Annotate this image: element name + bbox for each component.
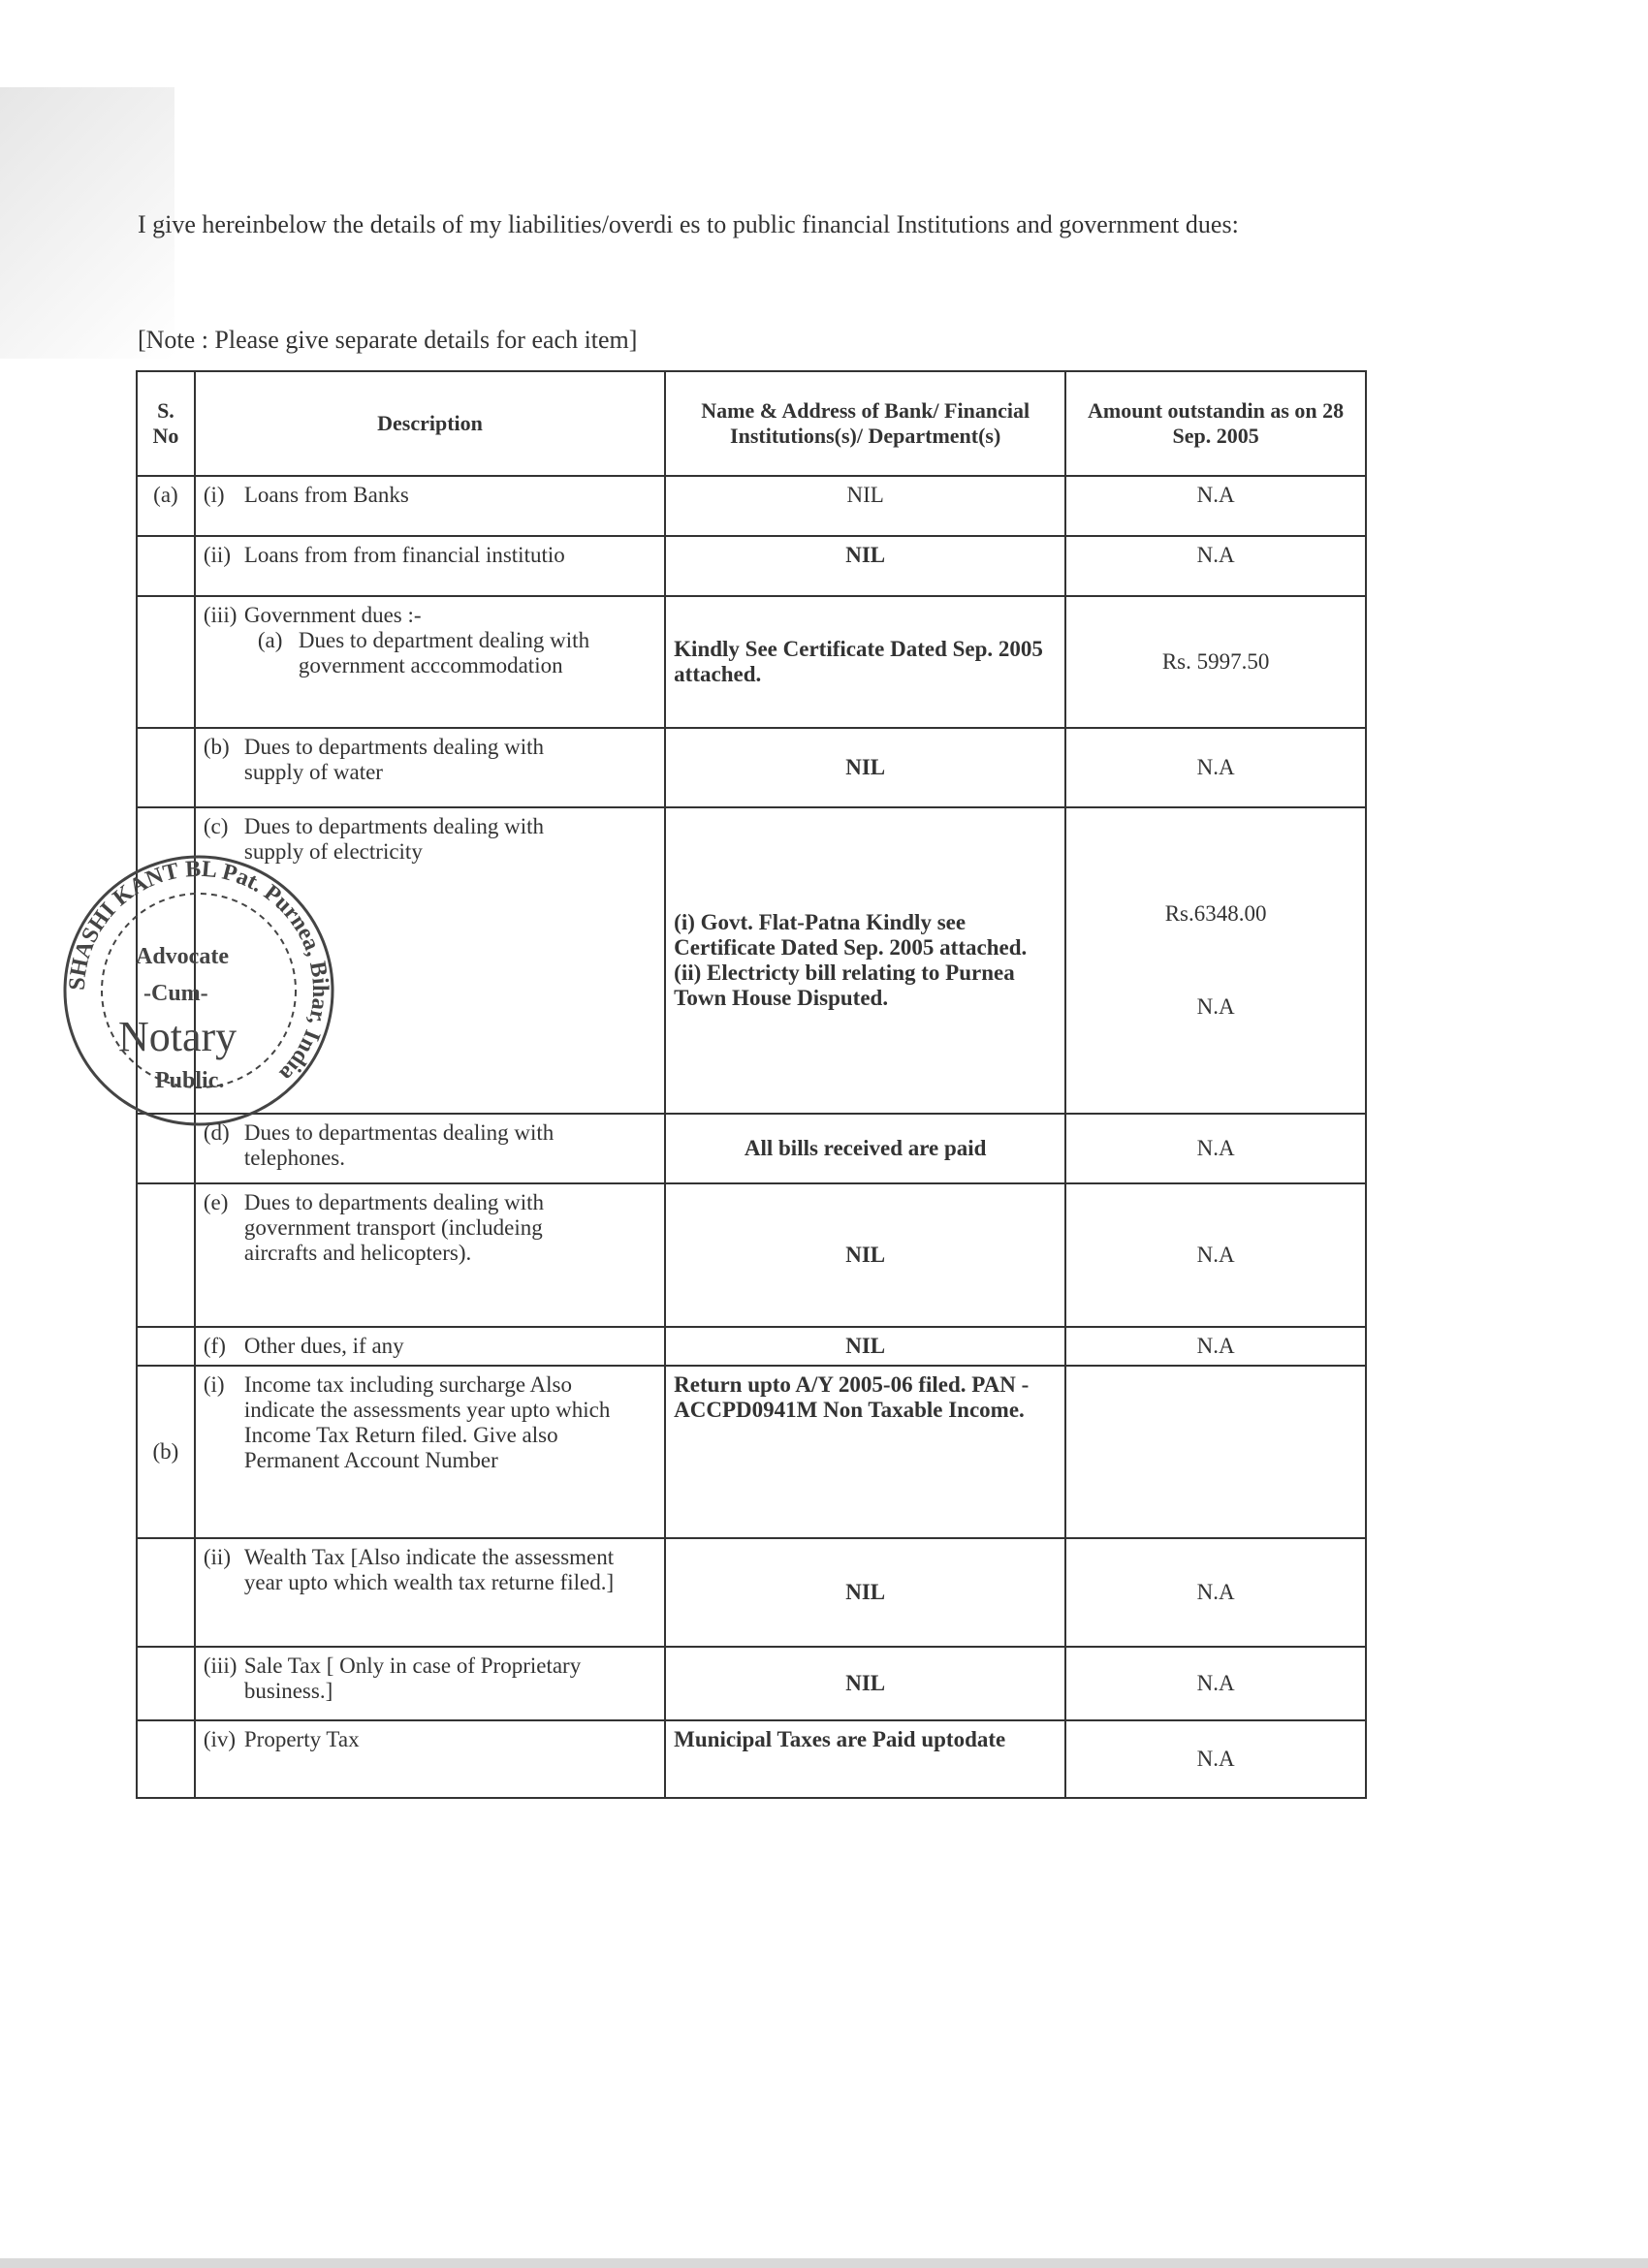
row-amount-ii: N.A (1196, 994, 1235, 1019)
row-bank: Return upto A/Y 2005-06 filed. PAN - ACCPD0941M Non Taxable Income. (665, 1366, 1065, 1538)
row-amount: N.A (1065, 1720, 1366, 1798)
header-amount: Amount outstandin as on 28 Sep. 2005 (1065, 371, 1366, 476)
stamp-line-1: Advocate (136, 944, 229, 969)
header-description: Description (195, 371, 665, 476)
row-sno (137, 1720, 195, 1798)
row-description: (f) Other dues, if any (195, 1327, 665, 1366)
row-description: (iii) Sale Tax [ Only in case of Proprietary business.] (195, 1647, 665, 1720)
stamp-ring-text: SHASHI KANT BL Pat. Purnea, Bihar, India (64, 856, 333, 1087)
table-row (137, 1538, 1366, 1647)
row-amount: Rs. 5997.50 (1065, 596, 1366, 728)
row-sno (137, 596, 195, 728)
row-amount (1065, 1366, 1366, 1538)
row-amount: N.A (1065, 1327, 1366, 1366)
row-amount: N.A (1065, 1114, 1366, 1183)
row-bank: NIL (665, 476, 1065, 536)
row-description: (b) Dues to departments dealing with supply of water (195, 728, 665, 807)
row-sno (137, 1183, 195, 1327)
table-row (137, 536, 1366, 596)
row-sno (137, 536, 195, 596)
table-row (137, 596, 1366, 728)
stamp-line-2: -Cum- (143, 981, 208, 1006)
intro-paragraph: I give hereinbelow the details of my liabilities/overdi es to public financial Institutions and government dues: (138, 210, 1239, 238)
row-sno (137, 1647, 195, 1720)
note-text: [Note : Please give separate details for each item] (138, 326, 638, 354)
row-amount: N.A (1065, 1647, 1366, 1720)
row-description: (c) Dues to departments dealing with supply of electricity (195, 807, 665, 1114)
header-sno: S. No (137, 371, 195, 476)
row-bank: All bills received are paid (665, 1114, 1065, 1183)
row-description: (ii) Loans from from financial institutio (195, 536, 665, 596)
row-bank: NIL (665, 536, 1065, 596)
row-description: (e) Dues to departments dealing with government transport (includeing aircrafts and helicopters). (195, 1183, 665, 1327)
row-amount: N.A (1065, 728, 1366, 807)
table-row (137, 1183, 1366, 1327)
stamp-line-3: Notary (118, 1013, 238, 1060)
row-bank: Municipal Taxes are Paid uptodate (665, 1720, 1065, 1798)
row-amount: N.A (1065, 1183, 1366, 1327)
row-amount: N.A (1065, 536, 1366, 596)
stamp-line-4: Public. (155, 1068, 225, 1093)
row-bank-item-ii: (ii) Electricty bill relating to Purnea Town House Disputed. (674, 961, 1015, 1010)
row-bank-item-i: (i) Govt. Flat-Patna Kindly see Certificate Dated Sep. 2005 attached. (674, 910, 1028, 960)
row-description: (d) Dues to departmentas dealing with telephones. (195, 1114, 665, 1183)
table-row (137, 1366, 1366, 1538)
row-description: (iii) Government dues :- (a) Dues to department dealing with government acccommodation (195, 596, 665, 728)
row-amount: N.A (1065, 1538, 1366, 1647)
row-description: (i) Loans from Banks (195, 476, 665, 536)
header-bank: Name & Address of Bank/ Financial Institutions(s)/ Department(s) (665, 371, 1065, 476)
table-row (137, 1720, 1366, 1798)
row-description: (iv) Property Tax (195, 1720, 665, 1798)
row-amount: N.A (1065, 476, 1366, 536)
row-bank: Kindly See Certificate Dated Sep. 2005 attached. (665, 596, 1065, 728)
notary-stamp (58, 845, 339, 1136)
row-bank: NIL (665, 1183, 1065, 1327)
row-bank: NIL (665, 728, 1065, 807)
row-bank: NIL (665, 1647, 1065, 1720)
table-header-row (137, 371, 1366, 476)
table-row (137, 476, 1366, 536)
table-row (137, 1647, 1366, 1720)
row-sno (137, 1327, 195, 1366)
row-bank: NIL (665, 1538, 1065, 1647)
row-sno: (a) (137, 476, 195, 536)
row-sno: (b) (137, 1366, 195, 1538)
row-description: (i) Income tax including surcharge Also indicate the assessments year upto which Income Tax Return filed. Give also Permanent Account Number (195, 1366, 665, 1538)
row-bank (665, 807, 1065, 1114)
table-row (137, 728, 1366, 807)
scan-bottom-edge (0, 2258, 1648, 2268)
row-sno (137, 1538, 195, 1647)
row-amount (1065, 807, 1366, 1114)
row-description: (ii) Wealth Tax [Also indicate the assessment year upto which wealth tax returne filed.] (195, 1538, 665, 1647)
row-amount-i: Rs.6348.00 (1164, 901, 1267, 926)
table-row (137, 1327, 1366, 1366)
row-bank: NIL (665, 1327, 1065, 1366)
row-sno (137, 728, 195, 807)
